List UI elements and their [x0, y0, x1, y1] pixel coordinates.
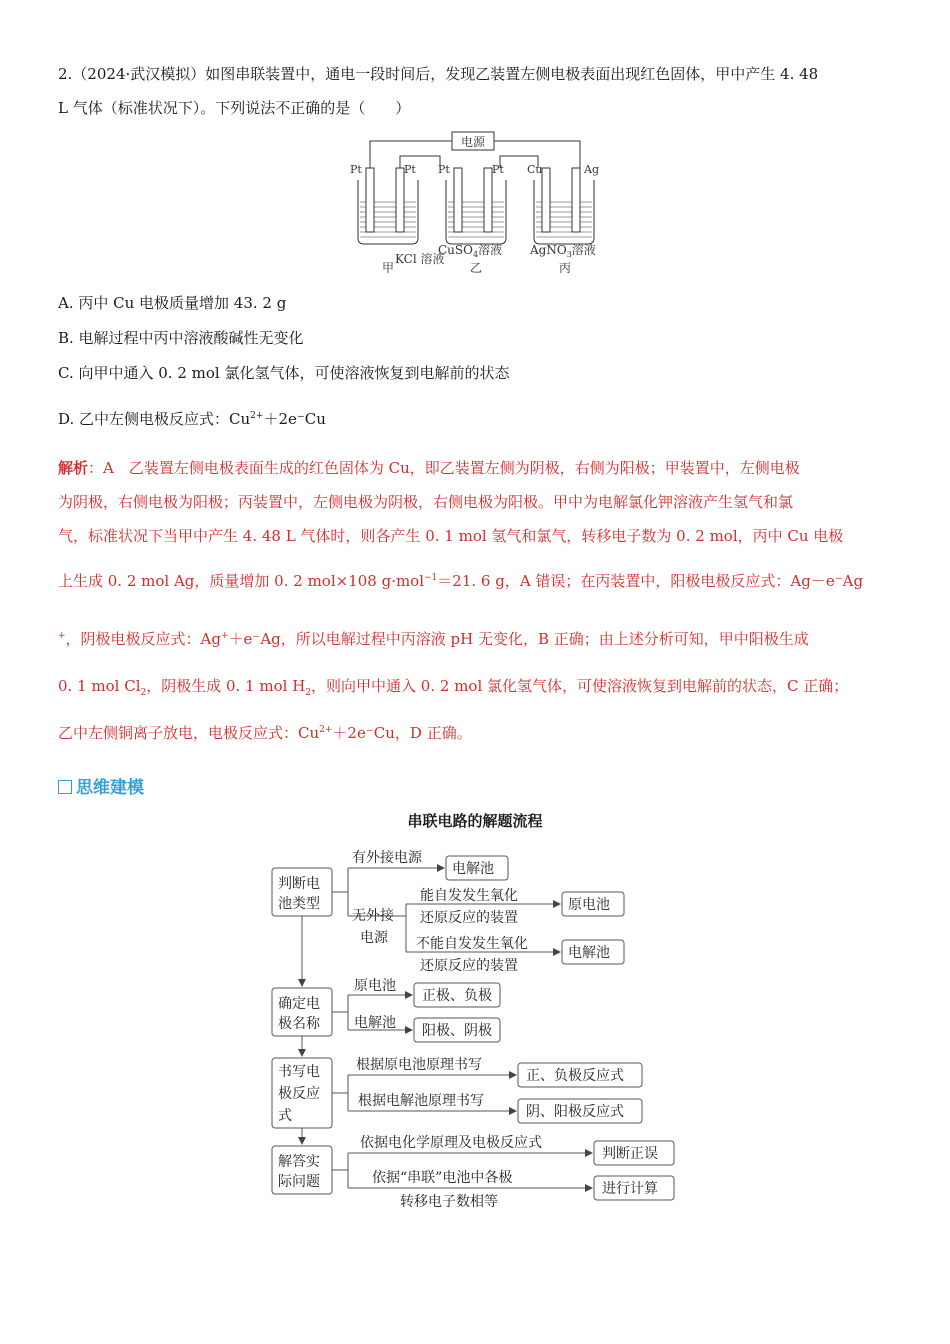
branch-nonspontaneous: 不能自发发生氧化: [416, 936, 528, 952]
section-heading: 思维建模: [58, 773, 144, 798]
step4-label: 解答实: [278, 1154, 320, 1170]
flowchart: [260, 840, 690, 1220]
branch-electrolytic: 电解池: [354, 1015, 396, 1031]
branch-by-chem: 依据电化学原理及电极反应式: [360, 1135, 542, 1151]
branch-by-galvanic: 根据原电池原理书写: [356, 1057, 482, 1073]
branch-nonspontaneous: 还原反应的装置: [420, 958, 518, 974]
branch-by-series: 转移电子数相等: [400, 1194, 498, 1210]
cell1-solution: KCl 溶液: [395, 252, 445, 266]
option-a: A. 丙中 Cu 电极质量增加 43. 2 g: [58, 294, 287, 312]
electrode-label: Ag: [584, 163, 599, 176]
cell3-name: 丙: [559, 261, 572, 275]
step3-label: 式: [278, 1108, 292, 1124]
electrode-label: Pt: [438, 163, 450, 176]
result-eq-anode-cathode: 阴、阳极反应式: [526, 1104, 624, 1120]
electrode-label: Pt: [404, 163, 416, 176]
analysis-line-4: 上生成 0. 2 mol Ag，质量增加 0. 2 mol×108 g·mol$^{-1}$＝21. 6 g，A 错误；在丙装置中，阳极电极反应式：Ag－e⁻Ag: [58, 572, 864, 590]
question-line-2: L 气体（标准状况下）。下列说法不正确的是（ ）: [58, 99, 411, 117]
electrode-label: Cu: [527, 163, 543, 176]
analysis-line-6: 0. 1 mol $Cl_2$，阴极生成 0. 1 mol $H_2$，则向甲中通入 0. 2 mol 氯化氢气体，可使溶液恢复到电解前的状态，C 正确；: [58, 677, 849, 698]
result-judge: 判断正误: [602, 1146, 658, 1162]
step3-label: 极反应: [278, 1086, 320, 1102]
flowchart-title: 串联电路的解题流程: [407, 812, 543, 830]
branch-by-electrolytic: 根据电解池原理书写: [358, 1093, 484, 1109]
cell2-solution: CuSO$_4$溶液: [438, 243, 503, 259]
branch-spontaneous: 能自发发生氧化: [420, 888, 518, 904]
step2-label: 极名称: [278, 1016, 320, 1032]
branch-has-external-power: 有外接电源: [352, 850, 422, 866]
branch-galvanic: 原电池: [354, 978, 396, 994]
result-anode-cathode: 阳极、阴极: [422, 1023, 492, 1039]
analysis-line-7: 乙中左侧铜离子放电，电极反应式：$Cu^{2+}+2e^-Cu$，D 正确。: [58, 724, 472, 742]
analysis-label: 解析: [58, 459, 89, 477]
branch-spontaneous: 还原反应的装置: [420, 910, 518, 926]
option-d: D. 乙中左侧电极反应式：$Cu^{2+}+2e^-Cu$: [58, 410, 326, 428]
electrolysis-apparatus-diagram: [340, 128, 620, 280]
analysis-line-1: 解析：A 乙装置左侧电极表面生成的红色固体为 Cu，即乙装置左侧为阴极，右侧为阳极；甲装置中，左侧电极: [58, 459, 800, 477]
electrode-label: Pt: [350, 163, 362, 176]
branch-by-series: 依据“串联”电池中各极: [372, 1170, 513, 1186]
question-line-1: 2.（2024·武汉模拟）如图串联装置中，通电一段时间后，发现乙装置左侧电极表面出现红色固体，甲中产生 4. 48: [58, 65, 819, 83]
step1-label: 池类型: [278, 896, 320, 912]
result-eq-pos-neg: 正、负极反应式: [526, 1068, 624, 1084]
result-pos-neg: 正极、负极: [422, 988, 492, 1004]
option-c: C. 向甲中通入 0. 2 mol 氯化氢气体，可使溶液恢复到电解前的状态: [58, 364, 510, 382]
power-source-label: 电源: [460, 135, 486, 149]
result-electrolytic: 电解池: [568, 945, 610, 961]
result-calc: 进行计算: [602, 1181, 658, 1197]
analysis-line-3: 气，标准状况下当甲中产生 4. 48 L 气体时，则各产生 0. 1 mol 氢气和氯气，转移电子数为 0. 2 mol，丙中 Cu 电极: [58, 527, 844, 545]
analysis-line-2: 为阴极，右侧电极为阳极；丙装置中，左侧电极为阴极，右侧电极为阳极。甲中为电解氯化钾溶液产生氢气和氯: [58, 493, 794, 511]
cell2-name: 乙: [470, 261, 483, 275]
cell3-solution: AgNO$_3$溶液: [530, 243, 596, 259]
result-galvanic: 原电池: [568, 897, 610, 913]
step4-label: 际问题: [278, 1174, 320, 1190]
branch-no-external-power: 无外接: [352, 908, 394, 924]
step3-label: 书写电: [278, 1064, 320, 1080]
cell1-name: 甲: [382, 261, 395, 275]
result-electrolytic: 电解池: [452, 861, 494, 877]
option-b: B. 电解过程中丙中溶液酸碱性无变化: [58, 329, 304, 347]
step1-label: 判断电: [278, 876, 320, 892]
branch-no-external-power: 电源: [360, 930, 388, 946]
step2-label: 确定电: [278, 996, 320, 1012]
analysis-line-5: +，阴极电极反应式：Ag+＋e⁻Ag，所以电解过程中丙溶液 pH 无变化，B 正确；由上述分析可知，甲中阳极生成: [58, 630, 809, 648]
checkbox-icon: [58, 780, 72, 794]
electrode-label: Pt: [492, 163, 504, 176]
